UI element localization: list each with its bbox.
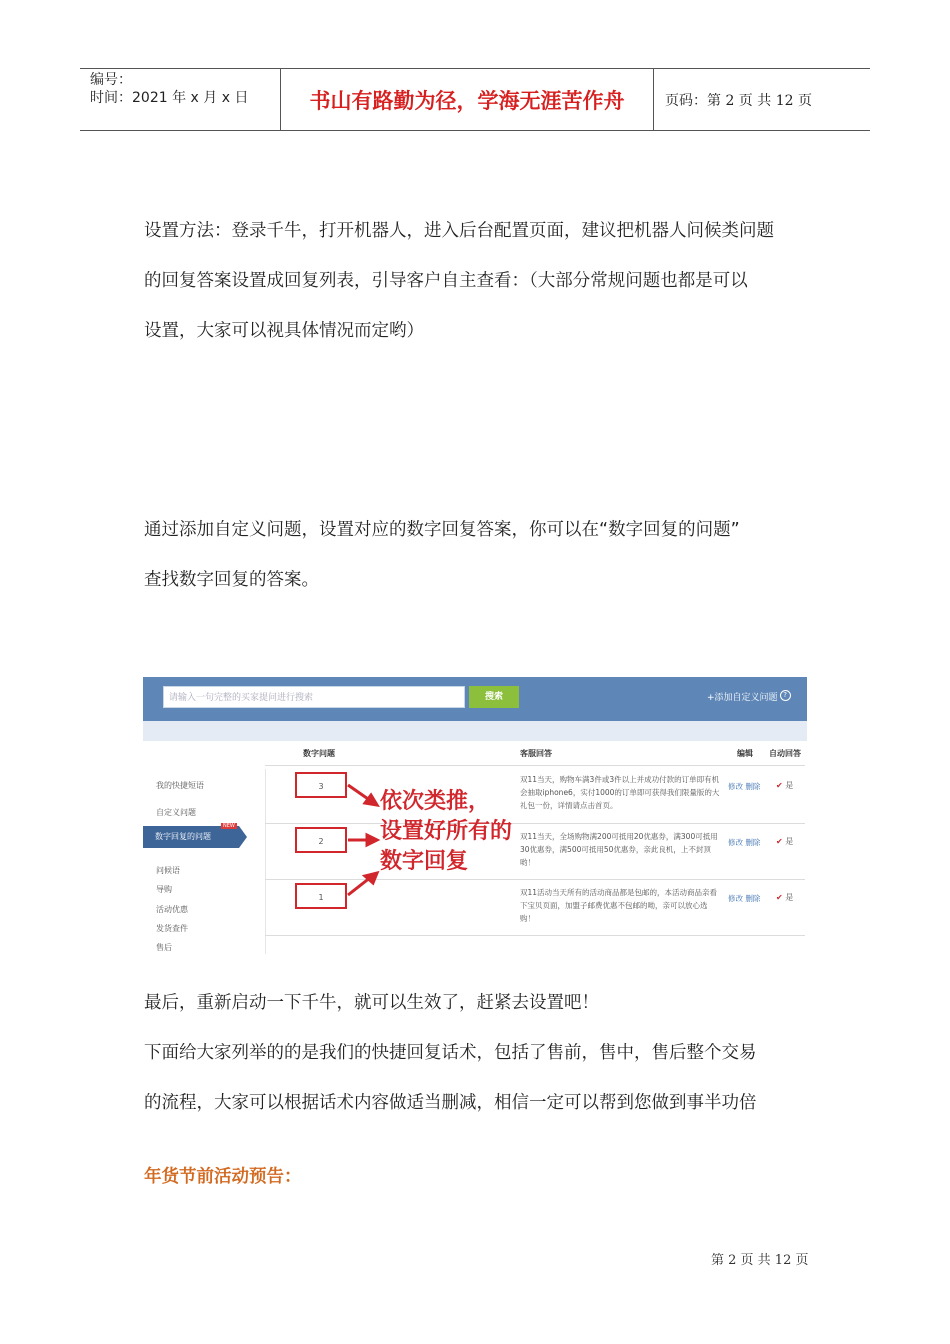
auto-label: 是: [785, 893, 794, 902]
text-line: 设置，大家可以视具体情况而定哟）: [144, 321, 424, 341]
embedded-screenshot: [143, 677, 807, 954]
text-line: 查找数字回复的答案。: [144, 570, 319, 590]
reply-text: 双11当天，全场购物满200可抵用20优惠券，满300可抵用30优惠券，满500可抵用50优惠券，亲此良机，上不封顶哟！: [520, 832, 718, 867]
sidebar-item-quick[interactable]: 我的快捷短语: [156, 781, 204, 790]
sidebar-item-guide[interactable]: 导购: [156, 885, 172, 894]
number-label: 编号：: [90, 72, 132, 88]
callout-text: [380, 787, 512, 877]
text-line: 通过添加自定义问题，设置对应的数字回复答案，你可以在“数字回复的问题”: [144, 520, 740, 540]
text-line: 设置方法：登录千牛，打开机器人，进入后台配置页面，建议把机器人问候类问题: [144, 221, 774, 241]
page-header: [80, 68, 870, 131]
reply-text: 双11当天，购物车满3件或3件以上并成功付款的订单即有机会抽取iphone6，实付1000的订单即可获得我们限量版的大礼包一份，详情请点击首页。: [520, 775, 720, 810]
time-label: 时间：2021 年 x 月 x 日: [90, 90, 249, 106]
footer-page-number: 第 2 页 共 12 页: [711, 1253, 809, 1268]
header-page-number: 页码：第 2 页 共 12 页: [665, 92, 812, 109]
search-button[interactable]: 搜索: [469, 686, 519, 708]
text-line: 下面给大家列举的的是我们的快捷回复话术，包括了售前，售中，售后整个交易: [144, 1043, 757, 1063]
col-reply-header: 客服回答: [520, 749, 552, 758]
sidebar-item-promo[interactable]: 活动优惠: [156, 905, 188, 914]
new-badge: NEW: [223, 823, 235, 829]
number-box: 1: [295, 883, 347, 909]
search-input[interactable]: 请输入一句完整的买家提问进行搜索: [163, 686, 465, 708]
reply-text: 双11活动当天所有的活动商品都是包邮的，本活动商品亲看下宝贝页面，加盟子邮费优惠不包邮的呦，亲可以放心选购！: [520, 888, 718, 923]
edit-links[interactable]: 修改 删除: [728, 782, 761, 791]
sidebar-item-custom[interactable]: 自定义问题: [156, 808, 196, 817]
auto-label: 是: [785, 837, 794, 846]
sidebar-item-ship[interactable]: 发货查件: [156, 924, 188, 933]
sidebar-item-after[interactable]: 售后: [156, 943, 172, 952]
section-heading: 年货节前活动预告：: [144, 1167, 302, 1187]
check-icon: ✔: [776, 837, 783, 846]
add-custom-label: +添加自定义问题: [707, 693, 778, 703]
arrow-head: [367, 835, 377, 845]
col-auto-header: 自动回答: [769, 749, 801, 758]
number-box: 3: [295, 772, 347, 798]
check-icon: ✔: [776, 893, 783, 902]
edit-links[interactable]: 修改 删除: [728, 838, 761, 847]
text-line: 的流程，大家可以根据话术内容做适当删减，相信一定可以帮到您做到事半功倍: [144, 1093, 757, 1113]
auto-label: 是: [785, 781, 794, 790]
sidebar-item-greet[interactable]: 问候语: [156, 866, 180, 875]
number-box: 2: [295, 827, 347, 853]
help-icon[interactable]: ?: [780, 690, 791, 701]
callout-line: 数字回复: [380, 849, 469, 874]
col-edit-header: 编辑: [737, 749, 753, 758]
text-line: 的回复答案设置成回复列表，引导客户自主查看：（大部分常规问题也都是可以: [144, 271, 748, 291]
callout-line: 依次类推，: [380, 789, 491, 814]
sidebar-item-number-reply[interactable]: 数字回复的问题: [143, 826, 239, 848]
col-number-header: 数字问题: [303, 749, 335, 758]
paragraph-restart: [144, 978, 814, 1128]
header-meta-cell: [80, 69, 281, 130]
text-line: 最后，重新启动一下千牛，就可以生效了，赶紧去设置吧！: [144, 993, 599, 1013]
check-icon: ✔: [776, 781, 783, 790]
motto: 书山有路勤为径，学海无涯苦作舟: [281, 69, 654, 130]
paragraph-setup: [144, 206, 814, 356]
paragraph-number-reply: [144, 505, 814, 605]
edit-links[interactable]: 修改 删除: [728, 894, 761, 903]
callout-line: 设置好所有的: [380, 819, 513, 844]
